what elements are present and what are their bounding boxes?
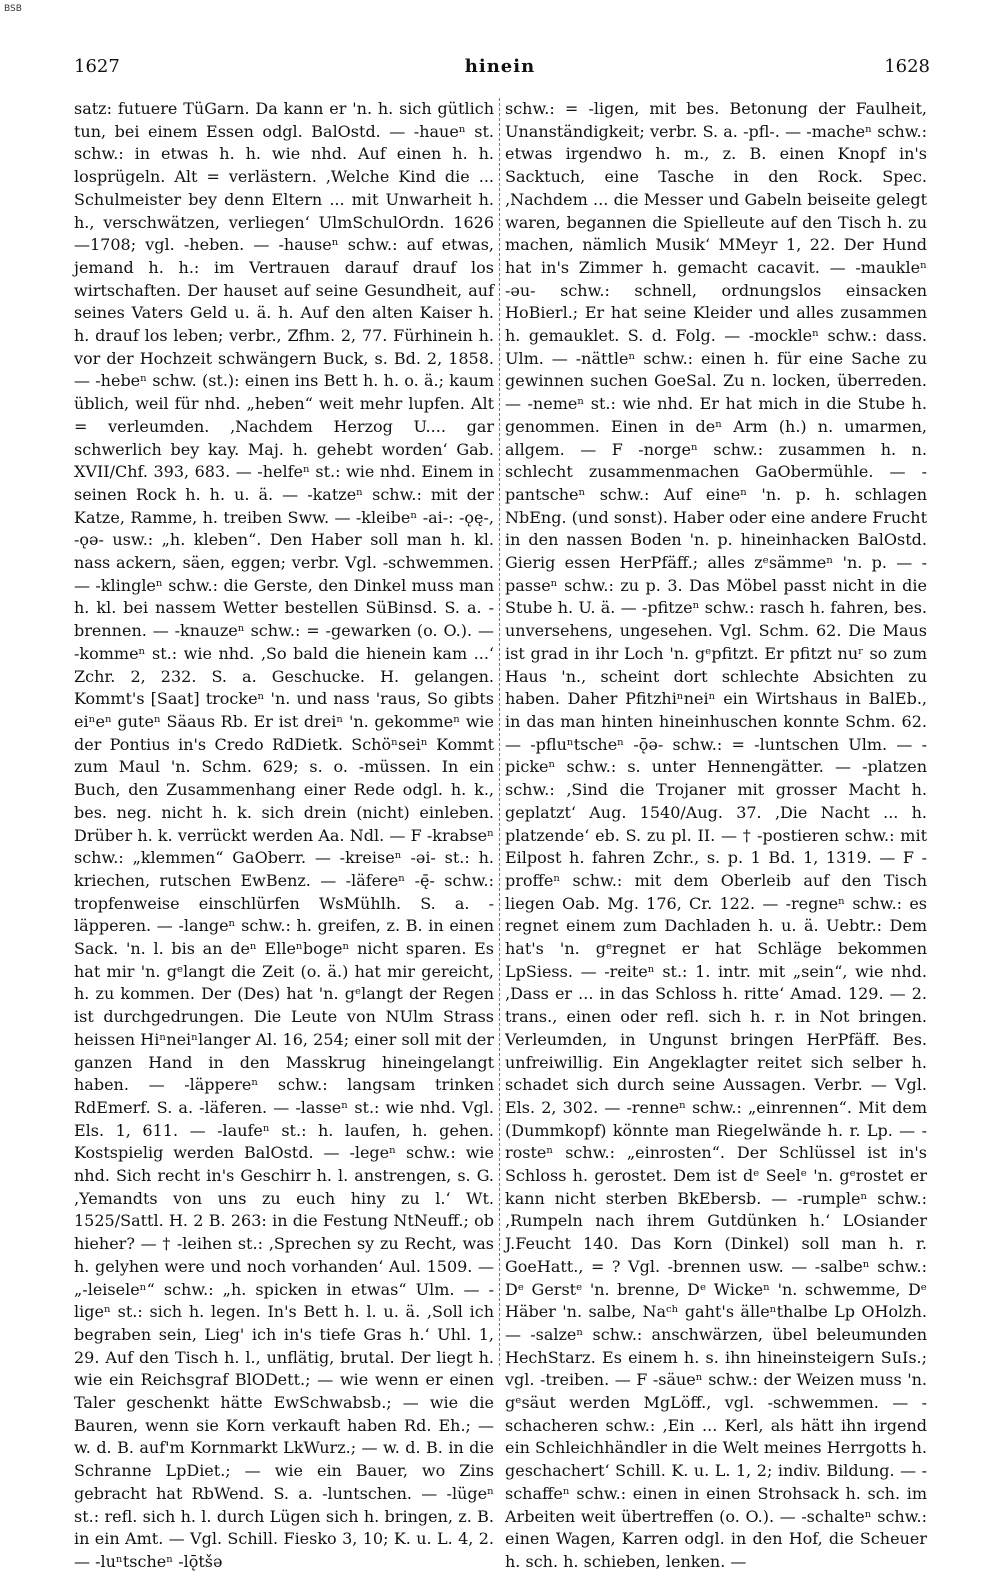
- left-page-number: 1627: [74, 56, 120, 77]
- column-divider: [499, 98, 501, 1366]
- right-column: [505, 98, 927, 1571]
- page-header: [0, 56, 1000, 80]
- left-column: [74, 98, 494, 1571]
- right-page-number: 1628: [884, 56, 930, 77]
- running-headword: hinein: [464, 56, 536, 77]
- library-stamp: BSB: [4, 4, 22, 14]
- right-column-text: schw.: = -ligen, mit bes. Betonung der Faulheit, Unanständigkeit; verbr. S. a. -pfl-. — -macheⁿ schw.: etwas irgendwo h. m., z. B. einen Knopf in's Sacktuch, eine Tasche in den Rock. Spec. ‚Nachdem ... die Messer und Gabeln beiseite gelegt waren, begannen die Spielleute auf den Tisch h. zu machen, nämlich Musik‘ MMeyr 1, 22. Der Hund hat in's Zimmer h. gemacht cacavit. — -maukleⁿ -əu- schw.: schnell, ordnungslos einsacken HoBierl.; Er hat seine Kleider und alles zusammen h. gemauklet. S. d. Folg. — -mockleⁿ schw.: dass. Ulm. — -nättleⁿ schw.: einen h. für eine Sache zu gewinnen suchen GoeSal. Zu n. locken, überreden. — -nemeⁿ st.: wie nhd. Er hat mich in die Stube h. genommen. Einen in deⁿ Arm (h.) n. umarmen, allgem. — F -norgeⁿ schw.: zusammen h. n. schlecht zusammenmachen GaObermühle. — -pantscheⁿ schw.: Auf eineⁿ 'n. p. h. schlagen NbEng. (und sonst). Haber oder eine andere Frucht in den nassen Boden 'n. p. hineinhacken BalOstd. Gierig essen HerPfäff.; alles zᵉsämmeⁿ 'n. p. — -passeⁿ schw.: zu p. 3. Das Möbel passt nicht in die Stube h. U. ä. — -pfitzeⁿ schw.: rasch h. fahren, bes. unversehens, ungesehen. Vgl. Schm. 62. Die Maus ist grad in ihr Loch 'n. gᵉpfitzt. Er pfitzt nuʳ so zum Haus 'n., scheint dort schlechte Absichten zu haben. Daher Pfitzhiⁿneiⁿ ein Wirtshaus in BalEb., in das man hinten hineinhuschen konnte Schm. 62. — -pfluⁿtscheⁿ -ǭə- schw.: = -luntschen Ulm. — -pickeⁿ schw.: s. unter Hennengätter. — -platzen schw.: ‚Sind die Trojaner mit grosser Macht h. geplatzt‘ Aug. 1540/Aug. 37. ‚Die Nacht ... h. platzende‘ eb. S. zu pl. II. — † -postieren schw.: mit Eilpost h. fahren Zchr., s. p. 1 Bd. 1, 1319. — F -proffeⁿ schw.: mit dem Oberleib auf den Tisch liegen Oab. Mg. 176, Cr. 122. — -regneⁿ schw.: es regnet einem zum Dachladen h. u. ä. Uebtr.: Dem hat's 'n. gᵉregnet er hat Schläge bekommen LpSiess. — -reiteⁿ st.: 1. intr. mit „sein“, wie nhd. ‚Dass er ... in das Schloss h. ritte‘ Amad. 129. — 2. trans., einen oder refl. sich h. r. in Not bringen. Verleumden, in Ungunst bringen HerPfäff. Bes. unfreiwillig. Ein Angeklagter reitet sich selber h. schadet sich durch seine Aussagen. Verbr. — Vgl. Els. 2, 302. — -renneⁿ schw.: „einrennen“. Mit dem (Dummkopf) könnte man Riegelwände h. r. Lp. — -rosteⁿ schw.: „einrosten“. Der Schlüssel ist in's Schloss h. gerostet. Dem ist dᵉ Seelᵉ 'n. gᵉrostet er kann nicht sterben BkEbersb. — -rumpleⁿ schw.: ‚Rumpeln nach ihrem Gutdünken h.‘ LOsiander J.Feucht 140. Das Korn (Dinkel) soll man h. r. GoeHatt., = ? Vgl. -brennen usw. — -salbeⁿ schw.: Dᵉ Gerstᵉ 'n. brenne, Dᵉ Wickeⁿ 'n. schwemme, Dᵉ Häber 'n. salbe, Naᶜʰ gaht's älleⁿthalbe Lp OHolzh. — -salzeⁿ schw.: anschwärzen, übel beleumunden HechStarz. Es einem h. s. ihn hineinsteigern SuIs.; vgl. -treiben. — F -säueⁿ schw.: der Weizen muss 'n. gᵉsäut werden MgLöff., vgl. -schwemmen. — -schacheren schw.: ‚Ein ... Kerl, als hätt ihn irgend ein Schleichhändler in die Welt meines Herrgotts h. geschachert‘ Schill. K. u. L. 1, 2; indiv. Bildung. — -schaffeⁿ schw.: einen in einen Strohsack h. sch. im Arbeiten weit übertreffen (o. O.). — -schalteⁿ schw.: einen Wagen, Karren odgl. in den Hof, die Scheuer h. sch. h. schieben, lenken. —: [505, 99, 927, 1571]
- left-column-text: satz: futuere TüGarn. Da kann er 'n. h. sich gütlich tun, bei einem Essen odgl. BalOstd. — -haueⁿ st. schw.: in etwas h. h. wie nhd. Auf einen h. h. losprügeln. Alt = verlästern. ‚Welche Kind die ... Schulmeister bey denn Eltern ... mit Unwarheit h. h., verschwätzen, verliegen‘ UlmSchulOrdn. 1626—1708; vgl. -heben. — -hauseⁿ schw.: auf etwas, jemand h. h.: im Vertrauen darauf drauf los wirtschaften. Der hauset auf seine Gesundheit, auf seines Vaters Geld u. ä. h. Auf den alten Kaiser h. h. drauf los leben; verbr., Zfhm. 2, 77. Fürhinein h. vor der Hochzeit schwängern Buck, s. Bd. 2, 1858. — -hebeⁿ schw. (st.): einen ins Bett h. h. o. ä.; kaum üblich, weil für nhd. „heben“ weit mehr lupfen. Alt = verleumden. ‚Nachdem Herzog U.... gar schwerlich bey kay. Maj. h. gehebt worden‘ Gab. XVII/Chf. 393, 683. — -helfeⁿ st.: wie nhd. Einem in seinen Rock h. h. u. ä. — -katzeⁿ schw.: mit der Katze, Ramme, h. treiben Sww. — -kleibeⁿ -ai-: -ǫę-, -ǫə- usw.: „h. kleben“. Den Haber soll man h. kl. nass ackern, säen, eggen; verbr. Vgl. -schwemmen. — -klingleⁿ schw.: die Gerste, den Dinkel muss man h. kl. bei nassem Wetter bestellen SüBinsd. S. a. -brennen. — -knauzeⁿ schw.: = -gewarken (o. O.). — -kommeⁿ st.: wie nhd. ‚So bald die hienein kam ...‘ Zchr. 2, 232. S. a. Geschucke. H. gelangen. Kommt's [Saat] trockeⁿ 'n. und nass 'raus, So gibts eiⁿeⁿ guteⁿ Säaus Rb. Er ist dreiⁿ 'n. gekommeⁿ wie der Pontius in's Credo RdDietk. Schöⁿseiⁿ Kommt zum Maul 'n. Schm. 629; s. o. -müssen. In ein Buch, den Zusammenhang einer Rede odgl. h. k., bes. neg. nicht h. k. sich drein (nicht) einleben. Drüber h. k. verrückt werden Aa. Ndl. — F -krabseⁿ schw.: „klemmen“ GaOberr. — -kreiseⁿ -ǝi- st.: h. kriechen, rutschen EwBenz. — -läfereⁿ -ę̄- schw.: tropfenweise einschlürfen WsMühlh. S. a. -läpperen. — -langeⁿ schw.: h. greifen, z. B. in einen Sack. 'n. l. bis an deⁿ Elleⁿbogeⁿ nicht sparen. Es hat mir 'n. gᵉlangt die Zeit (o. ä.) hat mir gereicht, h. zu kommen. Der (Des) hat 'n. gᵉlangt der Regen ist durchgedrungen. Die Leute von NUlm Strass heissen Hiⁿneiⁿlanger Al. 16, 254; einer soll mit der ganzen Hand in den Masskrug hineingelangt haben. — -läppereⁿ schw.: langsam trinken RdEmerf. S. a. -läferen. — -lasseⁿ st.: wie nhd. Vgl. Els. 1, 611. — -laufeⁿ st.: h. laufen, h. gehen. Kostspielig werden BalOstd. — -legeⁿ schw.: wie nhd. Sich recht in's Geschirr h. l. anstrengen, s. G. ‚Yemandts von uns zu euch hiny zu l.‘ Wt. 1525/Sattl. H. 2 B. 263: in die Festung NtNeuff.; ob hieher? — † -leihen st.: ‚Sprechen sy zu Recht, was h. gelyhen were und noch vorhanden‘ Aul. 1509. — „-leiseleⁿ“ schw.: „h. spicken in etwas“ Ulm. — -ligeⁿ st.: sich h. legen. In's Bett h. l. u. ä. ‚Soll ich begraben sein, Lieg' ich in's tiefe Gras h.‘ Uhl. 1, 29. Auf den Tisch h. l., unflätig, brutal. Der liegt h. wie ein Reichsgraf BlODett.; — wie wenn er einen Taler geschenkt hätte EwSchwabsb.; — wie die Bauren, wenn sie Korn verkauft haben Rd. Eh.; — w. d. B. auf'm Kornmarkt LkWurz.; — w. d. B. in die Schranne LpDiet.; — wie ein Bauer, wo Zins gebracht hat RbWend. S. a. -luntschen. — -lügeⁿ st.: refl. sich h. l. durch Lügen sich h. bringen, z. B. in ein Amt. — Vgl. Schill. Fiesko 3, 10; K. u. L. 4, 2. — -luⁿtscheⁿ -lǭtšə: [74, 99, 494, 1571]
